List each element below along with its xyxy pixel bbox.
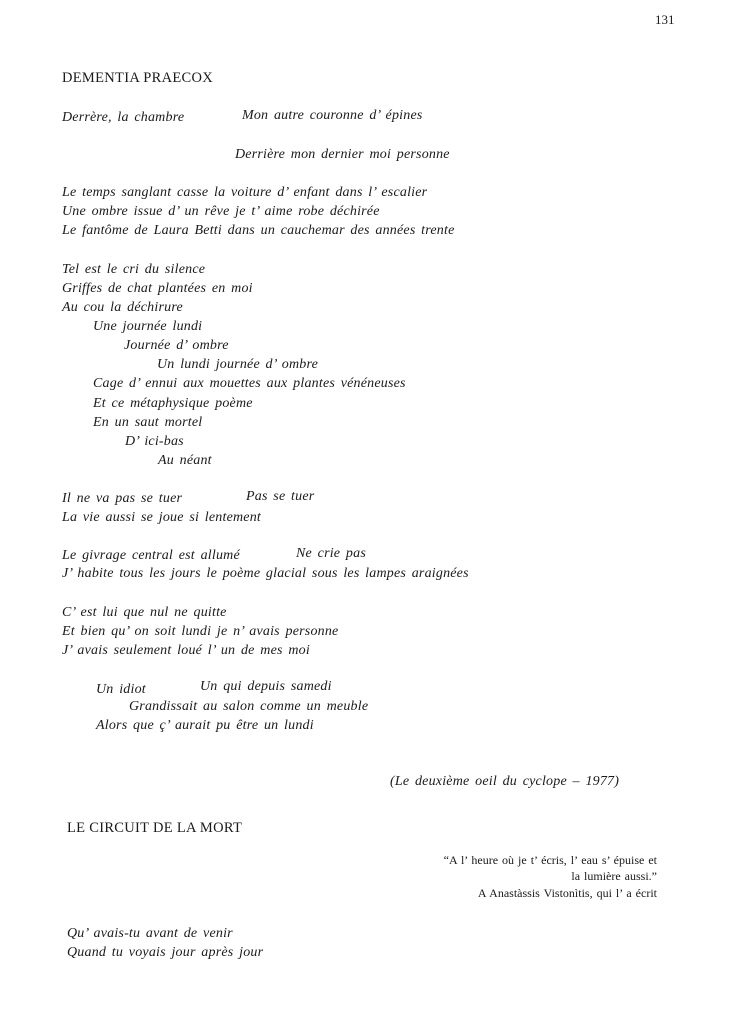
poem-line: Alors que ç’ aurait pu être un lundi	[96, 718, 314, 733]
poem-line: Un idiot	[96, 682, 146, 697]
epigraph-attribution: A Anastàssis Vistonìtis, qui l’ a écrit	[477, 886, 657, 900]
poem-line: Pas se tuer	[246, 489, 315, 504]
poem-title: LE CIRCUIT DE LA MORT	[67, 820, 243, 836]
poem-line: Et ce métaphysique poème	[93, 396, 253, 411]
poem-line: La vie aussi se joue si lentement	[62, 510, 262, 525]
poem-line: Qu’ avais-tu avant de venir	[67, 926, 233, 941]
poem-line: Derrière mon dernier moi personne	[235, 147, 450, 162]
poem-line: J’ avais seulement loué l’ un de mes moi	[62, 643, 310, 658]
poem-line: Quand tu voyais jour après jour	[67, 945, 264, 960]
poem-line: Un lundi journée d’ ombre	[157, 357, 319, 372]
poem-line: Ne crie pas	[296, 546, 366, 561]
poem-line: En un saut mortel	[93, 415, 203, 430]
poem-line: Au cou la déchirure	[62, 300, 183, 315]
poem-line: Derrère, la chambre	[62, 110, 185, 125]
poem-line: Il ne va pas se tuer	[62, 491, 183, 506]
poem-line: Grandissait au salon comme un meuble	[129, 699, 369, 714]
epigraph-line: la lumière aussi.”	[571, 869, 657, 883]
poem-line: Un qui depuis samedi	[200, 679, 332, 694]
poem-line: Griffes de chat plantées en moi	[62, 281, 253, 296]
poem-line: C’ est lui que nul ne quitte	[62, 605, 227, 620]
poem-line: Journée d’ ombre	[124, 338, 229, 353]
poem-line: Le fantôme de Laura Betti dans un cauchemar des années trente	[62, 223, 455, 238]
poem-line: Cage d’ ennui aux mouettes aux plantes vénéneuses	[93, 376, 406, 391]
poem-source: (Le deuxième oeil du cyclope – 1977)	[390, 774, 620, 789]
poem-line: Le temps sanglant casse la voiture d’ enfant dans l’ escalier	[62, 185, 428, 200]
poem-line: Au néant	[158, 453, 212, 468]
poem-title: DEMENTIA PRAECOX	[62, 70, 214, 86]
poem-line: J’ habite tous les jours le poème glacial sous les lampes araignées	[62, 566, 469, 581]
poem-line: Le givrage central est allumé	[62, 548, 240, 563]
poem-line: Une ombre issue d’ un rêve je t’ aime robe déchirée	[62, 204, 380, 219]
page-number: 131	[655, 12, 675, 27]
poem-line: Tel est le cri du silence	[62, 262, 206, 277]
epigraph-line: “A l’ heure où je t’ écris, l’ eau s’ épuise et	[443, 853, 657, 867]
poem-line: Mon autre couronne d’ épines	[242, 108, 423, 123]
poem-line: D’ ici-bas	[125, 434, 184, 449]
poem-line: Une journée lundi	[93, 319, 203, 334]
poem-line: Et bien qu’ on soit lundi je n’ avais personne	[62, 624, 339, 639]
